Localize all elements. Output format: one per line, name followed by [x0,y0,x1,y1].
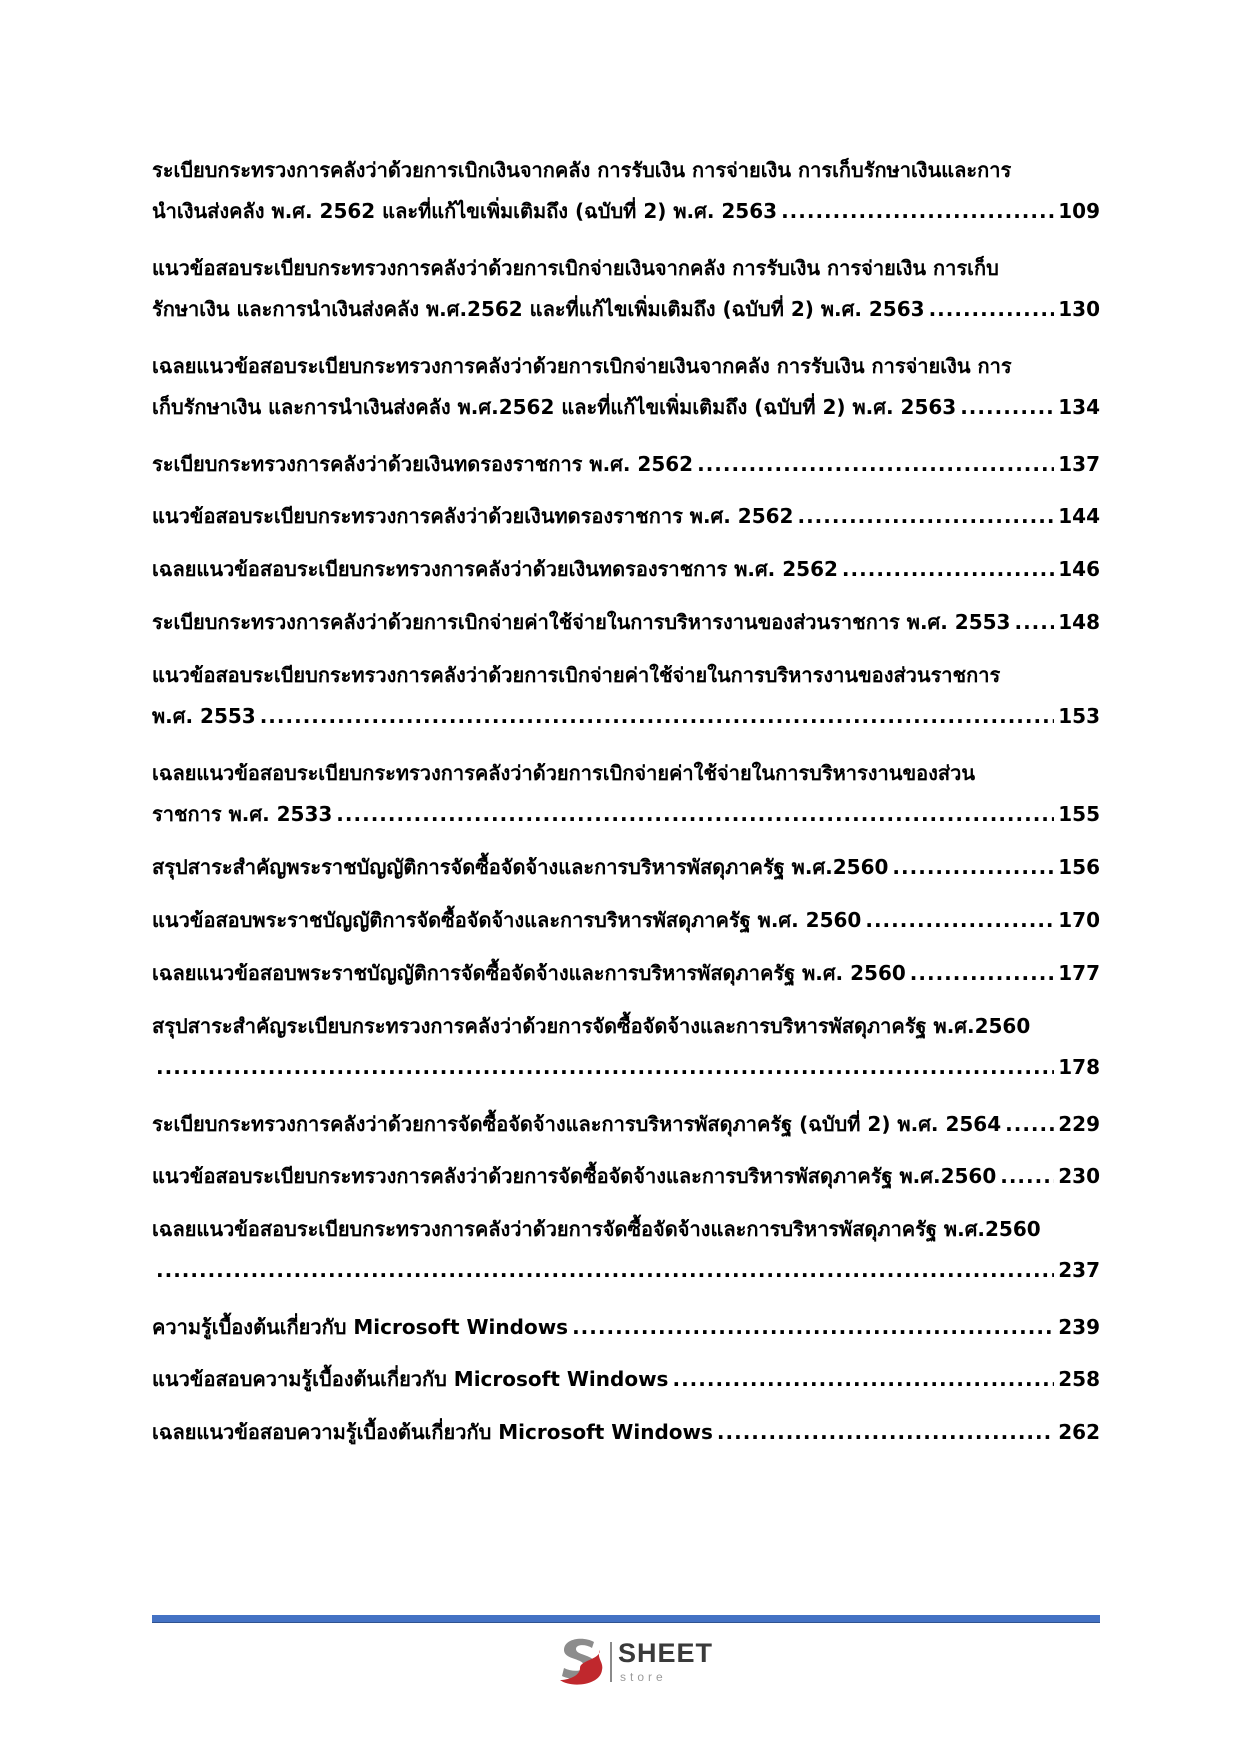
toc-entry[interactable] [152,1359,1100,1400]
toc-entry-title: พ.ศ. 2553 [152,704,256,728]
toc-page-number: 109 [1058,199,1100,223]
toc-leader-dots [1005,1104,1054,1145]
sheet-store-s-logo-icon [556,1636,606,1688]
toc-entry-title: ความรู้เบื้องต้นเกี่ยวกับ Microsoft Windows [152,1315,569,1339]
toc-leader-dots [797,496,1054,537]
footer-rule [152,1615,1100,1623]
toc-page-number: 177 [1058,961,1100,985]
toc-leader-dots [865,900,1054,941]
toc-entry-title: ระเบียบกระทรวงการคลังว่าด้วยการเบิกเงินจากคลัง การรับเงิน การจ่ายเงิน การเก็บรักษาเงินและการ [152,158,1012,182]
toc-leader-dots [336,794,1054,835]
toc-entry-title: เฉลยแนวข้อสอบระเบียบกระทรวงการคลังว่าด้วยเงินทดรองราชการ พ.ศ. 2562 [152,557,838,581]
toc-page-number: 144 [1058,504,1100,528]
toc-entry[interactable] [152,150,1100,232]
toc-leader-dots [960,387,1054,428]
toc-entry-title: ระเบียบกระทรวงการคลังว่าด้วยเงินทดรองราชการ พ.ศ. 2562 [152,452,694,476]
toc-page-number: 156 [1058,855,1100,879]
toc-leader-dots [697,444,1054,485]
toc-page-number: 237 [1058,1258,1100,1282]
toc-leader-dots [842,549,1054,590]
toc-entry-title: นำเงินส่งคลัง พ.ศ. 2562 และที่แก้ไขเพิ่มเติมถึง (ฉบับที่ 2) พ.ศ. 2563 [152,199,778,223]
toc-page-number: 148 [1058,610,1100,634]
toc-entry[interactable] [152,1209,1100,1291]
toc-entry-title: เฉลยแนวข้อสอบระเบียบกระทรวงการคลังว่าด้วยการเบิกจ่ายค่าใช้จ่ายในการบริหารงานของส่วน [152,761,975,785]
toc-entry[interactable] [152,346,1100,428]
toc-page-number: 229 [1058,1112,1100,1136]
toc-page-number: 153 [1058,704,1100,728]
toc-leader-dots [929,289,1055,330]
toc-leader-dots [260,696,1055,737]
toc-entry-title: แนวข้อสอบระเบียบกระทรวงการคลังว่าด้วยการเบิกจ่ายค่าใช้จ่ายในการบริหารงานของส่วนราชการ [152,663,1001,687]
toc-entry-title: เฉลยแนวข้อสอบความรู้เบื้องต้นเกี่ยวกับ Microsoft Windows [152,1420,713,1444]
toc-leader-dots [910,953,1054,994]
toc-entry[interactable] [152,900,1100,941]
toc-leader-dots [892,847,1054,888]
brand-subtitle: store [620,1670,667,1684]
toc-leader-dots [572,1307,1054,1348]
toc-leader-dots [717,1412,1054,1453]
toc-entry-title: แนวข้อสอบความรู้เบื้องต้นเกี่ยวกับ Microsoft Windows [152,1367,669,1391]
brand-name: SHEET [618,1638,714,1668]
toc-page-number: 137 [1058,452,1100,476]
toc-entry-title: รักษาเงิน และการนำเงินส่งคลัง พ.ศ.2562 และที่แก้ไขเพิ่มเติมถึง (ฉบับที่ 2) พ.ศ. 2563 [152,297,925,321]
toc-entry-title: แนวข้อสอบระเบียบกระทรวงการคลังว่าด้วยเงินทดรองราชการ พ.ศ. 2562 [152,504,794,528]
toc-page-number: 258 [1058,1367,1100,1391]
toc-entry[interactable] [152,1104,1100,1145]
toc-entry[interactable] [152,248,1100,330]
toc-entry[interactable] [152,847,1100,888]
toc-entry-title: เฉลยแนวข้อสอบระเบียบกระทรวงการคลังว่าด้วยการเบิกจ่ายเงินจากคลัง การรับเงิน การจ่ายเงิน การ [152,354,1012,378]
toc-entry[interactable] [152,953,1100,994]
toc-leader-dots [156,1250,1054,1291]
toc-entry-title: แนวข้อสอบระเบียบกระทรวงการคลังว่าด้วยการจัดซื้อจัดจ้างและการบริหารพัสดุภาครัฐ พ.ศ.2560 [152,1164,997,1188]
toc-entry[interactable] [152,496,1100,537]
toc-page-number: 134 [1058,395,1100,419]
toc-leader-dots [156,1047,1054,1088]
toc-entry[interactable] [152,444,1100,485]
toc-entry[interactable] [152,549,1100,590]
toc-leader-dots [1014,602,1054,643]
toc-entry-title: ระเบียบกระทรวงการคลังว่าด้วยการเบิกจ่ายค่าใช้จ่ายในการบริหารงานของส่วนราชการ พ.ศ. 2553 [152,610,1011,634]
toc-entry-title: ระเบียบกระทรวงการคลังว่าด้วยการจัดซื้อจัดจ้างและการบริหารพัสดุภาครัฐ (ฉบับที่ 2) พ.ศ. 2564 [152,1112,1002,1136]
toc-page-number: 155 [1058,802,1100,826]
toc-page-number: 170 [1058,908,1100,932]
toc-entry-title: เก็บรักษาเงิน และการนำเงินส่งคลัง พ.ศ.2562 และที่แก้ไขเพิ่มเติมถึง (ฉบับที่ 2) พ.ศ. 2563 [152,395,957,419]
toc-leader-dots [781,191,1054,232]
table-of-contents [152,150,1100,1453]
toc-entry[interactable] [152,1307,1100,1348]
toc-entry[interactable] [152,655,1100,737]
toc-entry-title: เฉลยแนวข้อสอบระเบียบกระทรวงการคลังว่าด้วยการจัดซื้อจัดจ้างและการบริหารพัสดุภาครัฐ พ.ศ.2560 [152,1217,1041,1241]
toc-page-number: 130 [1058,297,1100,321]
toc-page-number: 178 [1058,1055,1100,1079]
toc-entry-title: สรุปสาระสำคัญพระราชบัญญัติการจัดซื้อจัดจ้างและการบริหารพัสดุภาครัฐ พ.ศ.2560 [152,855,889,879]
toc-page-number: 239 [1058,1315,1100,1339]
toc-entry[interactable] [152,1156,1100,1197]
toc-entry-title: สรุปสาระสำคัญระเบียบกระทรวงการคลังว่าด้วยการจัดซื้อจัดจ้างและการบริหารพัสดุภาครัฐ พ.ศ.2560 [152,1014,1031,1038]
toc-entry-title: ราชการ พ.ศ. 2533 [152,802,333,826]
toc-entry[interactable] [152,1412,1100,1453]
toc-entry[interactable] [152,1006,1100,1088]
toc-entry-title: แนวข้อสอบระเบียบกระทรวงการคลังว่าด้วยการเบิกจ่ายเงินจากคลัง การรับเงิน การจ่ายเงิน การเก็บ [152,256,999,280]
toc-entry[interactable] [152,602,1100,643]
footer-logo [556,1636,726,1690]
toc-page-number: 230 [1058,1164,1100,1188]
toc-entry-title: เฉลยแนวข้อสอบพระราชบัญญัติการจัดซื้อจัดจ้างและการบริหารพัสดุภาครัฐ พ.ศ. 2560 [152,961,906,985]
toc-page-number: 146 [1058,557,1100,581]
toc-leader-dots [1000,1156,1054,1197]
logo-divider [610,1642,612,1682]
toc-entry-title: แนวข้อสอบพระราชบัญญัติการจัดซื้อจัดจ้างและการบริหารพัสดุภาครัฐ พ.ศ. 2560 [152,908,862,932]
toc-leader-dots [672,1359,1054,1400]
toc-entry[interactable] [152,753,1100,835]
toc-page-number: 262 [1058,1420,1100,1444]
